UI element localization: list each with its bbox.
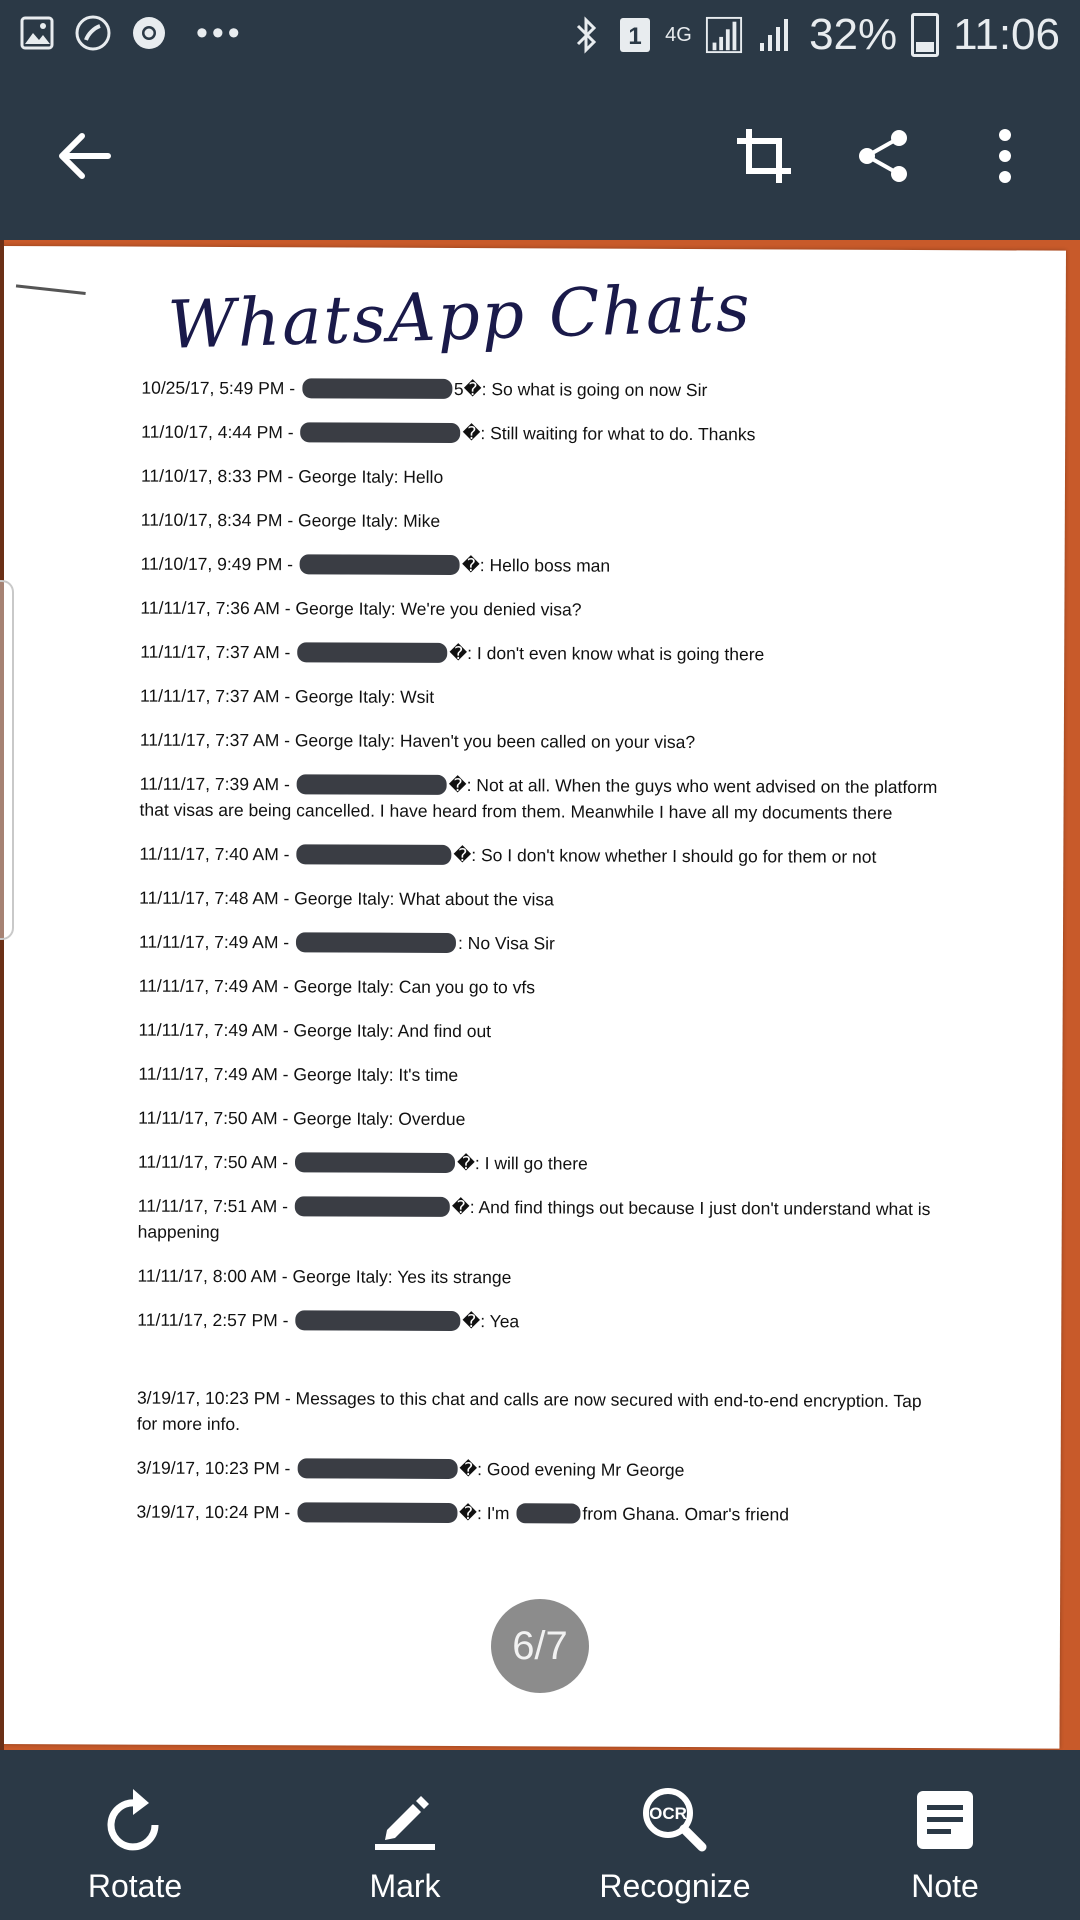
clock: 11:06 [953, 10, 1060, 59]
chat-message [141, 375, 941, 404]
signal-icon-2 [757, 16, 795, 54]
battery-percent: 32% [809, 10, 898, 59]
app-toolbar [0, 72, 1080, 240]
mark-button[interactable] [270, 1750, 540, 1920]
message-text: 11/11/17, 7:50 AM - [137, 1151, 294, 1173]
chat-message [141, 419, 941, 448]
chat-message [139, 885, 939, 914]
message-text: 3/19/17, 10:23 PM - [136, 1457, 296, 1479]
status-notification-icons [18, 14, 244, 52]
message-text: 5�: So what is going on now Sir [453, 378, 708, 401]
message-text: �: I don't even know what is going there [449, 642, 765, 665]
message-text: 11/10/17, 8:33 PM - George Italy: Hello [140, 465, 444, 487]
message-text: �: Hello boss man [461, 555, 611, 576]
rotate-label: Rotate [87, 1868, 183, 1904]
chat-message [141, 507, 941, 536]
message-text: from Ghana. Omar's friend [582, 1503, 790, 1525]
message-text: 11/11/17, 7:48 AM - George Italy: What about the visa [139, 887, 554, 910]
message-text: 11/11/17, 7:37 AM - George Italy: Wsit [139, 685, 435, 707]
chat-transcript [136, 375, 941, 1546]
chat-message [139, 929, 939, 958]
message-text: 11/11/17, 7:50 AM - George Italy: Overdue [138, 1107, 466, 1130]
redacted-name [516, 1503, 580, 1523]
document-page [0, 246, 1066, 1749]
message-text: 11/10/17, 9:49 PM - [140, 553, 298, 575]
redacted-name [296, 932, 456, 953]
redacted-name [297, 642, 447, 663]
note-button[interactable] [810, 1750, 1080, 1920]
rotate-icon [95, 1780, 175, 1860]
message-text: �: So I don't know whether I should go for them or not [453, 844, 877, 867]
battery-icon [911, 13, 939, 57]
chat-message [138, 1149, 938, 1178]
message-text: 3/19/17, 10:23 PM - Messages to this chat and calls are now secured with end-to-end encryption. Tap for more info. [136, 1387, 922, 1435]
message-text: 11/10/17, 8:34 PM - George Italy: Mike [140, 509, 441, 531]
message-text: �: Good evening Mr George [459, 1459, 685, 1480]
overflow-menu-icon[interactable] [965, 116, 1045, 196]
sim-number: 1 [628, 23, 642, 50]
pencil-icon [365, 1780, 445, 1860]
status-system-icons [567, 10, 1060, 60]
chat-message [138, 1193, 938, 1248]
recognize-button[interactable] [540, 1750, 810, 1920]
message-text: 11/11/17, 7:49 AM - [138, 931, 295, 953]
bottom-action-bar [0, 1750, 1080, 1920]
page-edge [0, 240, 4, 1750]
phone-icon [74, 14, 112, 52]
message-text: 3/19/17, 10:24 PM - [136, 1501, 296, 1523]
message-text: �: Still waiting for what to do. Thanks [462, 423, 756, 445]
chat-message [141, 463, 941, 492]
message-text: �: I'm [459, 1503, 515, 1524]
chrome-icon [130, 14, 168, 52]
redacted-name [302, 378, 452, 399]
redacted-name [300, 554, 460, 575]
chat-message [137, 1385, 937, 1440]
rotate-button[interactable] [0, 1750, 270, 1920]
crop-icon[interactable] [724, 116, 804, 196]
redacted-name [300, 422, 460, 443]
redacted-name [297, 1458, 457, 1479]
message-text: 10/25/17, 5:49 PM - [141, 377, 301, 399]
chat-message [139, 771, 939, 826]
document-viewer[interactable] [0, 240, 1080, 1750]
redacted-name [295, 1152, 455, 1173]
chat-message [140, 683, 940, 712]
ocr-search-icon [635, 1780, 715, 1860]
chat-message [140, 727, 940, 756]
redacted-name [296, 844, 451, 865]
page-indicator: 6/7 [491, 1599, 589, 1693]
recognize-label: Recognize [599, 1868, 751, 1904]
message-text: 11/11/17, 7:36 AM - George Italy: We're you denied visa? [140, 597, 582, 620]
chat-message [140, 595, 940, 624]
back-arrow-icon[interactable] [44, 116, 124, 196]
chat-message [140, 639, 940, 668]
chat-message [137, 1263, 937, 1292]
chat-message [138, 1105, 938, 1134]
redacted-name [297, 1502, 457, 1523]
share-icon[interactable] [843, 116, 923, 196]
network-type: 4G [665, 24, 692, 46]
chat-message [137, 1455, 937, 1484]
message-text: �: Yea [462, 1311, 520, 1332]
message-text: 11/11/17, 7:37 AM - George Italy: Haven't you been called on your visa? [139, 729, 696, 753]
more-dots-icon: ••• [196, 14, 244, 52]
message-text: 11/11/17, 7:40 AM - [139, 843, 295, 865]
chat-message [139, 973, 939, 1002]
note-label: Note [911, 1868, 979, 1904]
sim-badge [619, 17, 651, 53]
status-bar [0, 0, 1080, 72]
message-text: 11/11/17, 7:49 AM - George Italy: It's time [138, 1063, 459, 1086]
message-text: 11/11/17, 7:37 AM - [140, 641, 296, 663]
signal-icon [705, 16, 743, 54]
note-icon [905, 1780, 985, 1860]
message-text: �: Not at all. When the guys who went advised on the platform that visas are being cancelled. I have heard from them. Meanwhile I have all my documents there [139, 774, 938, 823]
edge-panel-handle[interactable] [0, 580, 14, 940]
bluetooth-icon [567, 16, 605, 54]
chat-message [139, 1017, 939, 1046]
message-text: 11/11/17, 2:57 PM - [137, 1309, 294, 1331]
redacted-name [295, 1310, 460, 1331]
redacted-name [297, 774, 447, 795]
gallery-icon [18, 14, 56, 52]
message-text: �: I will go there [456, 1153, 588, 1174]
message-text: 11/11/17, 7:39 AM - [139, 773, 295, 795]
pen-mark [16, 284, 86, 295]
message-text: 11/11/17, 7:51 AM - [137, 1195, 293, 1217]
chat-message [138, 1061, 938, 1090]
chat-message [141, 551, 941, 580]
mark-label: Mark [369, 1868, 441, 1904]
message-text: 11/10/17, 4:44 PM - [141, 421, 299, 443]
message-text: 11/11/17, 7:49 AM - George Italy: Can you go to vfs [138, 975, 536, 998]
chat-message [136, 1499, 936, 1528]
message-text: 11/11/17, 8:00 AM - George Italy: Yes its strange [137, 1265, 512, 1288]
redacted-name [295, 1196, 450, 1217]
message-text: 11/11/17, 7:49 AM - George Italy: And find out [138, 1019, 492, 1042]
document-title: WhatsApp Chats [166, 269, 753, 364]
message-text: : No Visa Sir [457, 933, 555, 954]
svg-text:OCR: OCR [649, 1804, 687, 1823]
chat-message [137, 1307, 937, 1336]
chat-message [139, 841, 939, 870]
message-text: �: And find things out because I just don't understand what is happening [137, 1196, 931, 1242]
